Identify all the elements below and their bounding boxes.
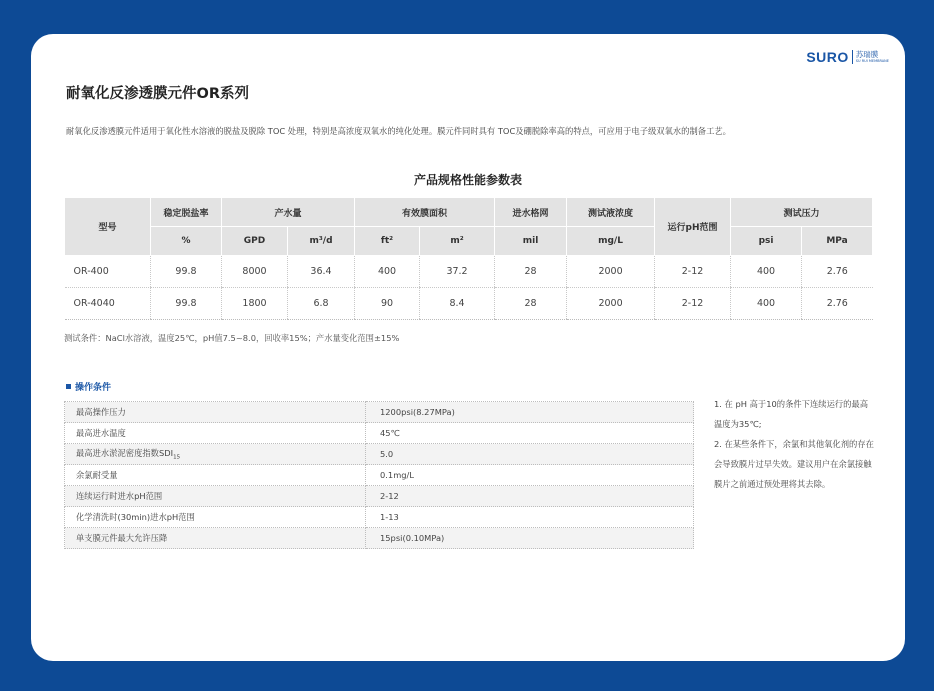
header-model: 型号	[65, 198, 151, 256]
condition-label-cell	[65, 444, 366, 465]
cell-psi: 400	[731, 256, 802, 288]
unit-ft2: ft²	[355, 227, 420, 256]
cell-model: OR-400	[65, 256, 151, 288]
table-row	[65, 288, 873, 320]
cell-m2: 37.2	[420, 256, 495, 288]
condition-label: 最高进水淤泥密度指数SDI	[76, 448, 174, 459]
condition-value: 5.0	[366, 444, 694, 465]
cell-gpd: 8000	[222, 256, 288, 288]
condition-label: 化学清洗时(30min)进水pH范围	[65, 507, 366, 528]
header-ph: 运行pH范围	[655, 198, 731, 256]
logo-divider	[852, 50, 853, 64]
unit-m3d: m³/d	[288, 227, 355, 256]
table-row	[65, 402, 694, 423]
cell-mil: 28	[495, 256, 567, 288]
table-row	[65, 423, 694, 444]
unit-rejection: %	[151, 227, 222, 256]
header-rejection: 稳定脱盐率	[151, 198, 222, 227]
condition-value: 15psi(0.10MPa)	[366, 528, 694, 549]
operating-conditions-table	[64, 401, 694, 549]
note-2: 2. 在某些条件下，余氯和其他氧化剂的存在会导致膜片过早失效。建议用户在余氯接触膜片之前通过预处理将其去除。	[714, 439, 874, 489]
condition-label: 最高进水温度	[65, 423, 366, 444]
logo-brand: SURO	[806, 49, 849, 65]
square-bullet-icon	[66, 384, 71, 389]
header-pressure: 测试压力	[731, 198, 873, 227]
condition-label-subscript: 15	[173, 454, 181, 461]
note-1: 1. 在 pH 高于10的条件下连续运行的最高温度为35℃;	[714, 399, 869, 429]
operating-conditions-heading	[66, 380, 111, 393]
header-spacer: 进水格网	[495, 198, 567, 227]
unit-gpd: GPD	[222, 227, 288, 256]
condition-label: 余氯耐受量	[65, 465, 366, 486]
logo-tagline: SU RUI MEMBRANE	[855, 58, 889, 63]
table-row	[65, 444, 694, 465]
condition-label: 单支膜元件最大允许压降	[65, 528, 366, 549]
page-title: 耐氧化反渗透膜元件OR系列	[66, 86, 249, 102]
intro-paragraph: 耐氧化反渗透膜元件适用于氧化性水溶液的脱盐及脱除 TOC 处理，特别是高浓度双氧水的纯化处理。膜元件同时具有 TOC及硼脱除率高的特点，可应用于电子级双氧水的制备工艺。	[66, 126, 731, 136]
suro-logo	[806, 49, 889, 65]
cell-m2: 8.4	[420, 288, 495, 320]
operating-heading-label: 操作条件	[75, 383, 112, 393]
cell-rejection: 99.8	[151, 256, 222, 288]
header-flow: 产水量	[222, 198, 355, 227]
logo-cn-name: 苏瑞膜	[855, 50, 879, 60]
condition-value: 1200psi(8.27MPa)	[366, 402, 694, 423]
cell-mpa: 2.76	[802, 288, 873, 320]
unit-mgl: mg/L	[567, 227, 655, 256]
header-conc: 测试液浓度	[567, 198, 655, 227]
cell-ft2: 400	[355, 256, 420, 288]
condition-value: 0.1mg/L	[366, 465, 694, 486]
cell-m3d: 36.4	[288, 256, 355, 288]
document-page	[31, 34, 905, 661]
unit-m2: m²	[420, 227, 495, 256]
notes-block	[714, 394, 874, 494]
cell-ph: 2-12	[655, 256, 731, 288]
cell-ft2: 90	[355, 288, 420, 320]
header-area: 有效膜面积	[355, 198, 495, 227]
table-row	[65, 465, 694, 486]
table-row	[65, 256, 873, 288]
unit-mil: mil	[495, 227, 567, 256]
table-row	[65, 507, 694, 528]
cell-gpd: 1800	[222, 288, 288, 320]
condition-label: 连续运行时进水pH范围	[65, 486, 366, 507]
table-row	[65, 486, 694, 507]
cell-mgl: 2000	[567, 256, 655, 288]
spec-table-title: 产品规格性能参数表	[413, 173, 522, 187]
cell-psi: 400	[731, 288, 802, 320]
condition-value: 45℃	[366, 423, 694, 444]
condition-value: 1-13	[366, 507, 694, 528]
cell-m3d: 6.8	[288, 288, 355, 320]
table-row	[65, 528, 694, 549]
cell-ph: 2-12	[655, 288, 731, 320]
cell-mil: 28	[495, 288, 567, 320]
cell-mgl: 2000	[567, 288, 655, 320]
spec-table	[64, 197, 873, 320]
unit-psi: psi	[731, 227, 802, 256]
condition-label: 最高操作压力	[65, 402, 366, 423]
cell-model: OR-4040	[65, 288, 151, 320]
unit-mpa: MPa	[802, 227, 873, 256]
cell-rejection: 99.8	[151, 288, 222, 320]
cell-mpa: 2.76	[802, 256, 873, 288]
test-conditions: 测试条件：NaCl水溶液，温度25℃，pH值7.5~8.0，回收率15%；产水量变化范围±15%	[64, 333, 400, 343]
condition-value: 2-12	[366, 486, 694, 507]
